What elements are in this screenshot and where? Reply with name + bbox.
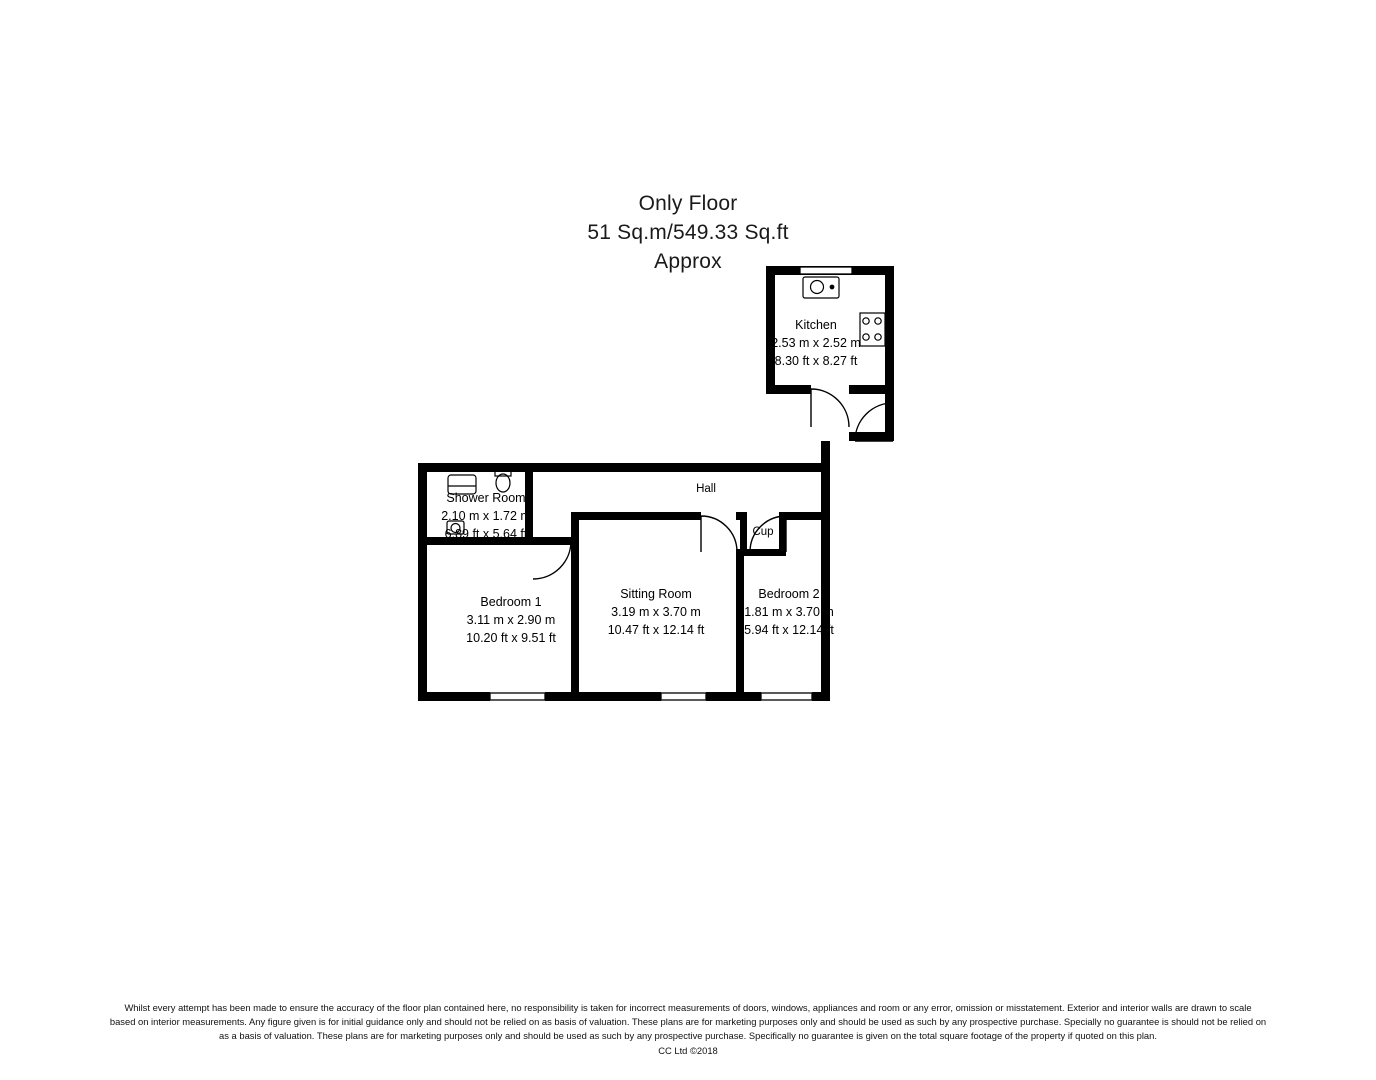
window-sitting: [661, 693, 706, 700]
wall-kitchen-bottom-right: [849, 385, 885, 394]
door-sitting-room: [701, 516, 737, 552]
bedroom2-name: Bedroom 2: [758, 587, 820, 601]
sitting-room-dim-ft: 10.47 ft x 12.14 ft: [607, 622, 705, 637]
kitchen-dim-ft: 8.30 ft x 8.27 ft: [774, 353, 858, 368]
kitchen-sink-tap: [830, 285, 834, 289]
shower-room-name: Shower Room: [446, 491, 526, 505]
kitchen-name: Kitchen: [795, 318, 837, 332]
shower-room-dim-ft: 6.89 ft x 5.64 ft: [444, 526, 528, 541]
bedroom1-dim-m: 3.11 m x 2.90 m: [466, 612, 556, 627]
wall-bottom-3: [706, 692, 761, 701]
wall-bedroom2-left: [736, 549, 744, 693]
sitting-room-dim-m: 3.19 m x 3.70 m: [611, 604, 701, 619]
hob-ring-4: [875, 334, 881, 340]
hob-ring-3: [863, 334, 869, 340]
title-area: 51 Sq.m/549.33 Sq.ft: [587, 220, 789, 244]
area-label-hall: Hall: [696, 483, 716, 495]
door-bedroom1: [533, 541, 571, 579]
room-label-bedroom2: [744, 586, 834, 639]
wall-sitting-top: [571, 512, 701, 520]
room-label-sitting-room: [608, 586, 705, 639]
kitchen-dim-m: 2.53 m x 2.52 m: [771, 335, 861, 350]
wall-kitchen-bottom-left: [766, 385, 811, 394]
bedroom1-name: Bedroom 1: [480, 595, 542, 609]
wall-bottom-2: [545, 692, 661, 701]
copyright: CC Ltd ©2018: [658, 1044, 718, 1056]
disclaimer-line-2: based on interior measurements. Any figure given is for initial guidance only and should not be relied on as basis of valuation. These plans are for marketing purposes only and should be used as such by any prospective purchase. Specially no guarantee is should not be relied on: [109, 1015, 1267, 1027]
bedroom2-dim-m: 1.81 m x 3.70 m: [744, 604, 834, 619]
wall-bottom-4: [812, 692, 830, 701]
wall-corridor-right-vertical: [821, 441, 830, 696]
area-label-cupboard: Cup: [752, 526, 774, 538]
disclaimer-line-1: Whilst every attempt has been made to ensure the accuracy of the floor plan contained here, no responsibility is taken for incorrect measurements of doors, windows, appliances and room or any error, omission or misstatement. Exterior and interior walls are drawn to scale: [124, 1001, 1252, 1013]
wall-bottom-1: [418, 692, 490, 701]
shower-room-dim-m: 2.10 m x 1.72 m: [441, 508, 531, 523]
door-group: [493, 389, 893, 579]
hob-ring-1: [863, 318, 869, 324]
room-label-kitchen: [771, 317, 861, 370]
bedroom2-dim-ft: 5.94 ft x 12.14 ft: [744, 622, 834, 637]
disclaimer: [0, 1001, 1376, 1058]
disclaimer-line-3: as a basis of valuation. These plans are for marketing purposes only and should be used as such by any prospective purchase. Specifically no guarantee is given on the total square footage of the property if quoted on this plan.: [219, 1029, 1157, 1041]
wall-kitchen-right: [885, 266, 894, 440]
kitchen-sink-bowl: [811, 281, 824, 294]
door-kitchen: [811, 389, 849, 427]
bedroom1-dim-ft: 10.20 ft x 9.51 ft: [466, 630, 556, 645]
room-label-shower-room: [441, 490, 531, 543]
room-label-bedroom1: [466, 594, 556, 647]
title-floor-name: Only Floor: [638, 192, 738, 215]
wall-hall-top: [418, 463, 830, 472]
wall-cupboard-right: [779, 512, 786, 556]
hob-ring-2: [875, 318, 881, 324]
title-approx: Approx: [654, 249, 722, 273]
wall-left-exterior: [418, 463, 427, 701]
window-bedroom1: [490, 693, 545, 700]
sitting-room-name: Sitting Room: [620, 587, 692, 601]
wall-bedroom2-top: [786, 512, 830, 520]
window-bedroom2: [761, 693, 812, 700]
window-kitchen: [800, 267, 852, 274]
